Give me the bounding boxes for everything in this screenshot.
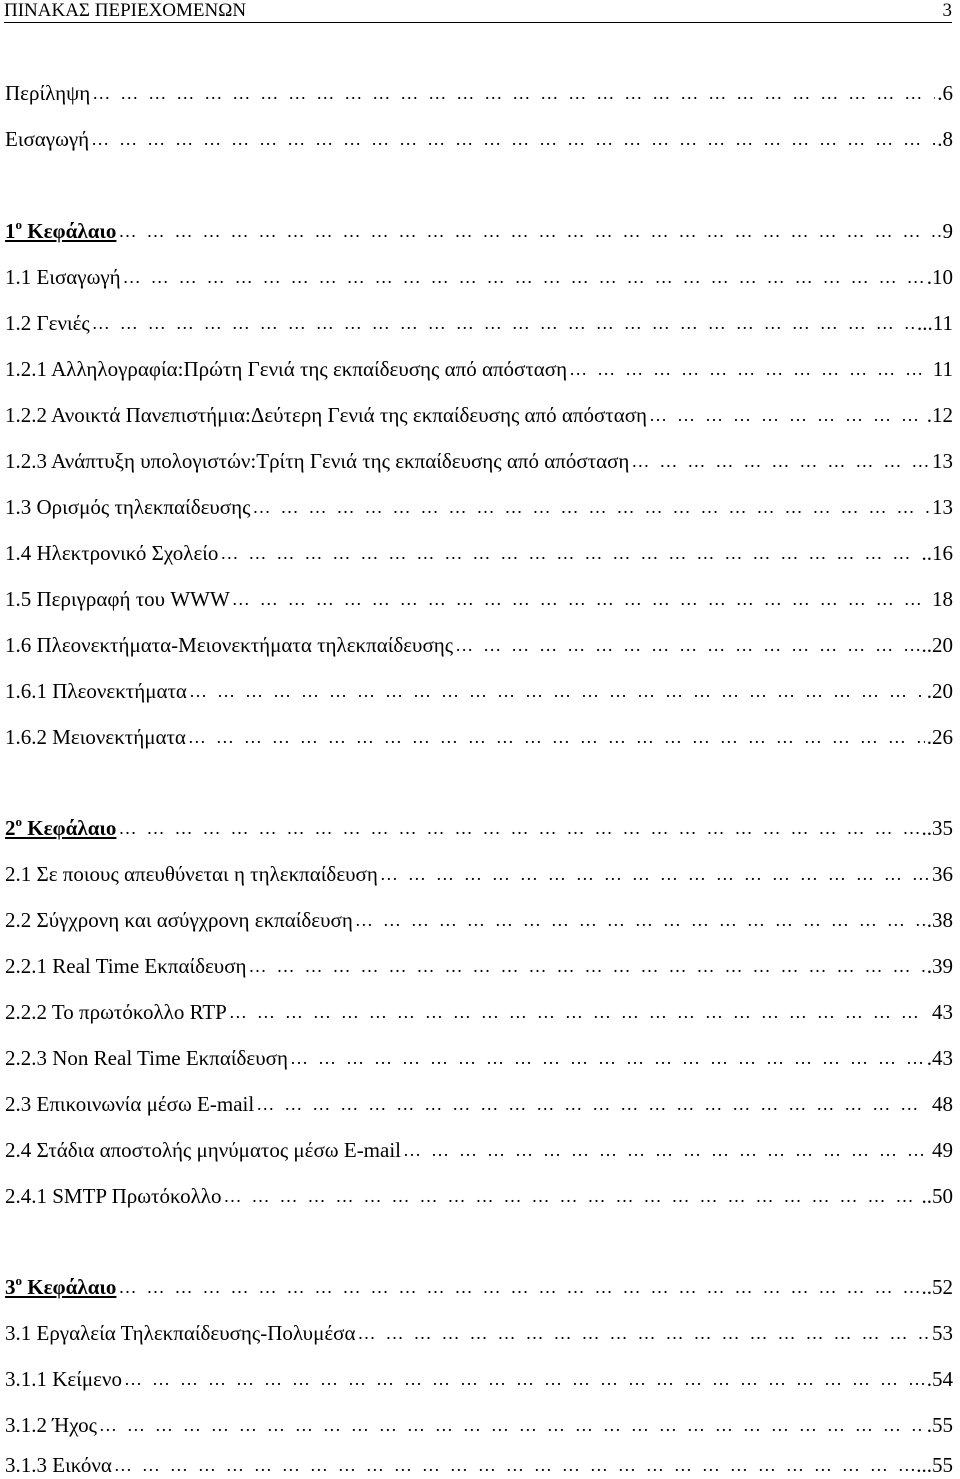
dot-leader <box>229 999 930 1025</box>
toc-page: 53 <box>932 1321 953 1345</box>
dot-leader <box>380 861 930 887</box>
dot-leader <box>92 310 915 336</box>
toc-label: 3.1.1 Κείμενο <box>5 1367 122 1391</box>
toc-entry[interactable] <box>5 1133 953 1163</box>
toc-label: 1.1 Εισαγωγή <box>5 265 121 289</box>
toc-page: ..52 <box>921 1275 953 1299</box>
toc-label: 3.1.2 Ήχος <box>5 1413 97 1437</box>
toc-page: ..35 <box>921 816 953 840</box>
toc-label: 2.2.1 Real Time Εκπαίδευση <box>5 954 247 978</box>
dot-leader <box>114 1452 914 1478</box>
toc-label: 2.2.2 Το πρωτόκολλο RTP <box>5 1000 227 1024</box>
toc-page: 18 <box>932 587 953 611</box>
dot-leader <box>649 402 925 428</box>
toc-entry[interactable] <box>5 490 953 520</box>
toc-entry[interactable] <box>5 995 953 1025</box>
dot-leader <box>92 80 935 106</box>
toc-entry-abstract[interactable] <box>5 76 953 106</box>
toc-entry[interactable] <box>5 1362 953 1392</box>
toc-label: Περίληψη <box>5 81 91 105</box>
toc-page: .8 <box>937 127 953 151</box>
chapter-heading: 2$^o$ Κεφάλαιο <box>5 814 117 840</box>
toc-entry[interactable] <box>5 352 953 382</box>
toc-label: 1.2.1 Αλληλογραφία:Πρώτη Γενιά της εκπαίδευσης από απόσταση <box>5 357 568 381</box>
toc-entry-introduction[interactable] <box>5 122 953 152</box>
toc-page: .43 <box>926 1046 953 1070</box>
toc-entry[interactable] <box>5 582 953 612</box>
dot-leader <box>631 448 930 474</box>
dot-leader <box>99 1412 925 1438</box>
dot-leader <box>249 953 925 979</box>
toc-page: 13 <box>932 449 953 473</box>
toc-page: ...55 <box>916 1453 953 1477</box>
toc-label: 1.5 Περιγραφή του WWW <box>5 587 230 611</box>
toc-label: 2.3 Επικοινωνία μέσω E-mail <box>5 1092 255 1116</box>
toc-label: 1.3 Ορισμός τηλεκπαίδευσης <box>5 495 251 519</box>
toc-label: 2.2 Σύγχρονη και ασύγχρονη εκπαίδευση <box>5 908 353 932</box>
dot-leader <box>91 126 935 152</box>
toc-page: ..20 <box>921 633 953 657</box>
dot-leader <box>118 1274 919 1300</box>
toc-label: 1.2 Γενιές <box>5 311 90 335</box>
dot-leader <box>220 540 919 566</box>
dot-leader <box>124 1366 925 1392</box>
dot-leader <box>252 494 930 520</box>
toc-page: ...11 <box>917 311 953 335</box>
toc-label: 1.2.3 Ανάπτυξη υπολογιστών:Τρίτη Γενιά της εκπαίδευσης από απόσταση <box>5 449 630 473</box>
dot-leader <box>188 724 925 750</box>
toc-entry[interactable] <box>5 720 953 750</box>
toc-page: .38 <box>926 908 953 932</box>
toc-page: .20 <box>926 679 953 703</box>
toc-page: 48 <box>932 1092 953 1116</box>
toc-entry[interactable] <box>5 444 953 474</box>
toc-entry[interactable] <box>5 1041 953 1071</box>
toc-entry[interactable] <box>5 260 953 290</box>
toc-label: 1.4 Ηλεκτρονικό Σχολείο <box>5 541 219 565</box>
toc-chapter-2[interactable] <box>5 811 953 841</box>
toc-entry[interactable] <box>5 306 953 336</box>
toc-label: 1.6.2 Μειονεκτήματα <box>5 725 186 749</box>
toc-chapter-1[interactable] <box>5 214 953 244</box>
toc-page: .10 <box>926 265 953 289</box>
dot-leader <box>403 1137 930 1163</box>
header-title: ΠΙΝΑΚΑΣ ΠΕΡΙΕΧΟΜΕΝΩΝ <box>4 0 247 21</box>
dot-leader <box>232 586 930 612</box>
toc-label: 1.6 Πλεονεκτήματα-Μειονεκτήματα τηλεκπαίδευσης <box>5 633 454 657</box>
toc-label: 1.6.1 Πλεονεκτήματα <box>5 679 187 703</box>
dot-leader <box>123 264 925 290</box>
toc-page: .6 <box>937 81 953 105</box>
dot-leader <box>290 1045 925 1071</box>
dot-leader <box>455 632 919 658</box>
toc-label: 2.4 Στάδια αποστολής μηνύματος μέσω E-mail <box>5 1138 402 1162</box>
toc-entry[interactable] <box>5 398 953 428</box>
toc-entry[interactable] <box>5 536 953 566</box>
dot-leader <box>569 356 931 382</box>
toc-entry[interactable] <box>5 1408 953 1438</box>
toc-entry[interactable] <box>5 1179 953 1209</box>
toc-entry[interactable] <box>5 1448 953 1478</box>
toc-entry[interactable] <box>5 1087 953 1117</box>
toc-entry[interactable] <box>5 949 953 979</box>
toc-page: 13 <box>932 495 953 519</box>
toc-page: .12 <box>926 403 953 427</box>
toc-page: 43 <box>932 1000 953 1024</box>
toc-page: 11 <box>932 357 953 381</box>
chapter-heading: 3$^o$ Κεφάλαιο <box>5 1273 117 1299</box>
toc-label: Εισαγωγή <box>5 127 90 151</box>
toc-label: 1.2.2 Ανοικτά Πανεπιστήμια:Δεύτερη Γενιά της εκπαίδευσης από απόσταση <box>5 403 648 427</box>
toc-label: 2.2.3 Non Real Time Εκπαίδευση <box>5 1046 288 1070</box>
toc-label: 3.1 Εργαλεία Τηλεκπαίδευσης-Πολυμέσα <box>5 1321 356 1345</box>
toc-page: 9 <box>942 219 953 243</box>
toc-entry[interactable] <box>5 903 953 933</box>
toc-entry[interactable] <box>5 1316 953 1346</box>
toc-page: ..50 <box>921 1184 953 1208</box>
dot-leader <box>357 1320 930 1346</box>
toc-chapter-3[interactable] <box>5 1270 953 1300</box>
toc-page: .54 <box>926 1367 953 1391</box>
toc-entry[interactable] <box>5 857 953 887</box>
toc-page: .26 <box>926 725 953 749</box>
toc-page: 49 <box>932 1138 953 1162</box>
toc-page: 36 <box>932 862 953 886</box>
dot-leader <box>355 907 925 933</box>
toc-page: ..16 <box>921 541 953 565</box>
toc-entry[interactable] <box>5 628 953 658</box>
toc-label: 3.1.3 Εικόνα <box>5 1453 112 1477</box>
chapter-heading: 1$^o$ Κεφάλαιο <box>5 217 117 243</box>
dot-leader <box>189 678 925 704</box>
dot-leader <box>223 1183 919 1209</box>
dot-leader <box>256 1091 930 1117</box>
dot-leader <box>118 218 940 244</box>
toc-page: .39 <box>926 954 953 978</box>
toc-label: 2.1 Σε ποιους απευθύνεται η τηλεκπαίδευση <box>5 862 378 886</box>
toc-label: 2.4.1 SMTP Πρωτόκολλο <box>5 1184 222 1208</box>
toc-page: .55 <box>926 1413 953 1437</box>
dot-leader <box>118 815 919 841</box>
page-header <box>4 0 952 23</box>
toc-entry[interactable] <box>5 674 953 704</box>
header-page-number: 3 <box>942 0 952 21</box>
